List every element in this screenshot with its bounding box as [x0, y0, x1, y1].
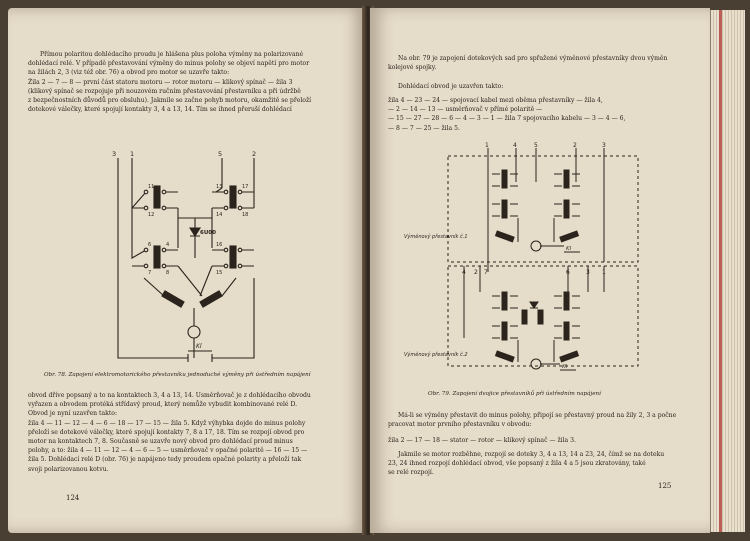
text-line: Má-li se výměny přestavit do minus polohy, připojí se přestavný proud na žily 2, 3 a počne: [398, 412, 677, 419]
right-paragraph-3: [388, 96, 700, 133]
right-paragraph-2: Dohlédací obvod je uzavřen takto:: [398, 83, 504, 90]
text-line: dotekové válečky, které spojují kontakty 3, 4 a 13, 14. Tím se ihned přeruší dohlédací: [28, 106, 292, 114]
text-line: Přímou polaritou dohlédacího proudu je hlášena plus poloha výměny na polarizované: [40, 51, 304, 58]
text-line: se relé rozpojí.: [388, 469, 434, 477]
figure-78-diagram: [104, 148, 324, 368]
contact-label: 7: [148, 270, 152, 276]
wire-label: 1: [485, 142, 489, 149]
switch-label: Kl: [196, 343, 202, 350]
text-line: motor na kontaktech 7, 8. Současně se uzavře nový obvod pro dohlédací proud minus: [28, 438, 293, 446]
wire-label: 6: [566, 269, 570, 276]
text-line: vyřazen a obvodem protéká střídavý proud, který nemůže vybudit kombinované relé D.: [28, 401, 298, 409]
wire-label: 2: [474, 269, 478, 276]
wire-5-label: 5: [218, 150, 223, 158]
text-line: — 8 — 7 — 25 — žila 5.: [388, 124, 460, 132]
contact-label: 17: [242, 184, 249, 190]
text-line: 23, 24 ihned rozpojí dohlédací obvod, vše popsaný z žila 4 a 5 jsou zkratovány, také: [388, 460, 646, 468]
switch-1-label: Kl: [566, 246, 572, 252]
switch-2-label: Kl: [562, 364, 568, 370]
text-line: pracovat motor prvního přestavníku v obvodu:: [388, 421, 532, 429]
wire-label: 2: [573, 142, 577, 149]
wire-label: 3: [586, 269, 590, 276]
contact-label: 13: [216, 184, 223, 190]
wire-3-label: 3: [112, 150, 117, 158]
contact-label: 18: [242, 212, 249, 218]
wire-label: 4: [462, 269, 466, 276]
left-paragraph-2: [28, 391, 358, 474]
text-line: (klikový spínač se rozpojuje při nouzovém ručním přestavování přestavníku a při údržbě: [28, 87, 301, 95]
edge-margin-line: [719, 10, 722, 532]
right-page: [370, 8, 710, 533]
text-line: — 2 — 14 — 13 — usměrňovač v přímé polaritě —: [388, 106, 543, 114]
contact-label: 4: [166, 242, 170, 248]
text-line: dohlédací relé. V případě přestavování výměny do minus polohy se objeví napětí pro motor: [28, 60, 310, 68]
text-line: kolejové spojky.: [388, 64, 437, 72]
wire-label: 3: [602, 142, 606, 149]
wire-label: 5: [534, 142, 538, 149]
diode-label: 6U00: [200, 230, 216, 236]
right-paragraph-4: [388, 411, 700, 429]
text-line: — 15 — 27 — 28 — 6 — 4 — 3 — 1 — žila 7 spojovacího kabelu — 3 — 4 — 6,: [388, 115, 626, 123]
contact-label: 14: [216, 212, 223, 218]
page-number: 125: [658, 482, 672, 490]
left-page: [8, 8, 366, 533]
text-line: na žilách 2, 3 (viz též obr. 76) a obvod pro motor se uzavře takto:: [28, 69, 230, 77]
wire-label: 4: [513, 142, 517, 149]
text-line: žila 4 — 11 — 12 — 4 — 6 — 18 — 17 — 15 — žila 5. Když výhybka dojde do minus polohy: [28, 419, 306, 427]
contact-label: 6: [148, 242, 152, 248]
contact-label: 12: [148, 212, 155, 218]
text-line: Žila 2 — 7 — 8 — první část statoru motoru — rotor motoru — klikový spínač — žila 3: [28, 78, 293, 86]
text-line: Jakmile se motor rozběhne, rozpojí se doteky 3, 4 a 13, 14 a 23, 24, čímž se na doteku: [398, 451, 665, 458]
figure-78-caption: Obr. 78. Zapojení elektromotorického přestavníku jednoduché výměny při ústředním napájení: [44, 372, 311, 378]
unit-2-label: Výměnový přestavník č.2: [404, 352, 468, 358]
page-number: 124: [66, 494, 80, 502]
text-line: žila 5. Dohlédací relé D (obr. 76) je napájeno tedy proudem opačné polarity a přeloží tak: [28, 456, 302, 464]
right-paragraph-1: [388, 54, 700, 72]
left-paragraph-1: [28, 50, 358, 114]
text-line: polohy, a to: žila 4 — 11 — 12 — 4 — 6 — 5 — usměrňovač v opačné polaritě — 16 — 15 —: [28, 447, 308, 455]
contact-label: 11: [148, 184, 155, 190]
text-line: přeloží se dotekové válečky, které spojují kontakty 7, 8 a 17, 18. Tím se rozpojí obvod pro: [28, 428, 305, 436]
wire-label: 1: [602, 269, 606, 276]
contact-label: 16: [216, 242, 223, 248]
figure-79-caption: Obr. 79. Zapojení dvojice přestavníků při ústředním napájení: [428, 391, 601, 397]
wire-2-label: 2: [252, 150, 257, 158]
contact-label: 8: [166, 270, 170, 276]
right-paragraph-6: [388, 450, 700, 478]
contact-label: 15: [216, 270, 223, 276]
text-line: obvod dříve popsaný a to na kontaktech 3, 4 a 13, 14. Usměrňovač je z dohlédacího obvodu: [28, 392, 311, 399]
text-line: svoji polarizovanou kotvu.: [28, 465, 109, 473]
wire-1-label: 1: [130, 150, 135, 158]
right-paragraph-5: žila 2 — 17 — 18 — stator — rotor — klikový spínač — žila 3.: [388, 437, 576, 444]
figure-79-diagram: [404, 142, 674, 382]
text-line: Na obr. 79 je zapojení dotekových sad pro spřažené výměnové přestavníky dvou výměn: [398, 55, 668, 62]
text-line: žila 4 — 23 — 24 — spojovací kabel mezi oběma přestavníky — žila 4,: [388, 97, 603, 104]
text-line: Obvod je nyní uzavřen takto:: [28, 410, 117, 418]
unit-1-label: Výměnový přestavník č.1: [404, 234, 468, 240]
page-edges: [710, 10, 745, 532]
wire-label: 7: [484, 269, 488, 276]
text-line: z bezpečnostních důvodů pro obsluhu). Jakmile se začne pohyb motoru, okamžitě se přeloží: [28, 97, 312, 105]
